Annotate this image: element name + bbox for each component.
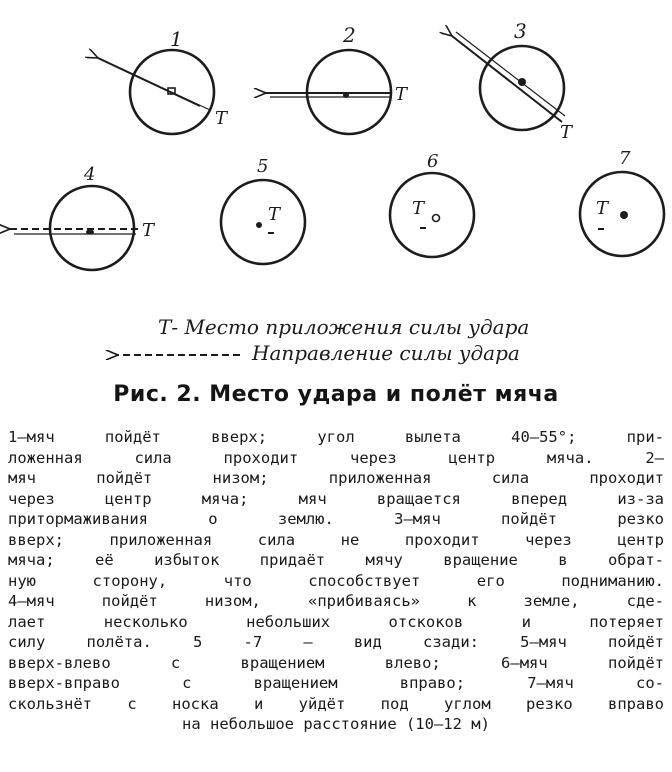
text-line: вверх-вправо с вращением вправо; 7—мяч со- <box>8 674 664 692</box>
ball-4 <box>10 164 156 270</box>
impact-label-1: T <box>215 108 228 129</box>
ball-1 <box>98 27 229 134</box>
impact-label-6: T <box>412 198 425 219</box>
impact-point-5 <box>256 222 262 228</box>
text-line: мяч пойдёт низом; приложенная сила проходит <box>8 469 664 487</box>
ball-number-2: 2 <box>343 23 356 47</box>
ball-number-1: 1 <box>170 27 183 51</box>
ball-kick-diagram <box>0 0 672 380</box>
impact-label-3: T <box>560 122 573 143</box>
ball-2 <box>266 23 409 134</box>
text-line: мяча; её избыток придаёт мячу вращение в обрат- <box>8 551 664 569</box>
impact-label-2: T <box>395 84 408 105</box>
impact-label-4: T <box>142 220 155 241</box>
impact-point-6 <box>433 215 440 222</box>
text-line: через центр мяча; мяч вращается вперед из-за <box>8 489 664 508</box>
legend-point-text: Т- Место приложения силы удара <box>158 315 530 339</box>
ball-number-4: 4 <box>84 164 96 185</box>
text-line: лает несколько небольших отскоков и потеряет <box>8 612 664 631</box>
impact-label-5: T <box>268 204 281 225</box>
impact-point-3 <box>518 78 526 86</box>
ball-number-3: 3 <box>514 19 527 43</box>
figure-caption: Рис. 2. Место удара и полёт мяча <box>113 382 559 407</box>
impact-label-7: T <box>596 198 609 219</box>
ball-6 <box>390 151 474 257</box>
ball-7 <box>580 148 664 256</box>
text-line: ложенная сила проходит через центр мяча. 2— <box>8 448 664 467</box>
text-line: притормаживания о землю. 3—мяч пойдёт резко <box>8 510 664 528</box>
figure-description <box>8 427 664 735</box>
text-line: вверх; приложенная сила не проходит через центр <box>8 530 664 549</box>
text-line: силу полёта. 5 -7 — вид сзади: 5—мяч пойдёт <box>8 633 664 651</box>
impact-point-4 <box>86 230 94 235</box>
text-line: 1—мяч пойдёт вверх; угол вылета 40—55°; при- <box>8 428 664 446</box>
impact-point-7 <box>620 211 628 219</box>
text-line: на небольшое расстояние (10—12 м) <box>182 715 490 733</box>
text-line: ную сторону, что способствует его подниманию. <box>8 571 664 590</box>
ball-number-7: 7 <box>619 148 631 169</box>
legend-direction-text: Направление силы удара <box>252 341 520 365</box>
impact-point-2 <box>343 92 349 98</box>
ball-5 <box>221 156 305 264</box>
legend <box>118 315 529 365</box>
text-line: вверх-влево с вращением влево; 6—мяч пойдёт <box>8 653 664 672</box>
text-line: скользнёт с носка и уйдёт под углом резко вправо <box>8 694 664 713</box>
ball-number-6: 6 <box>427 151 439 172</box>
ball-3 <box>452 19 574 143</box>
ball-number-5: 5 <box>257 156 269 177</box>
text-line: 4—мяч пойдёт низом, «прибиваясь» к земле, сде- <box>8 592 664 610</box>
